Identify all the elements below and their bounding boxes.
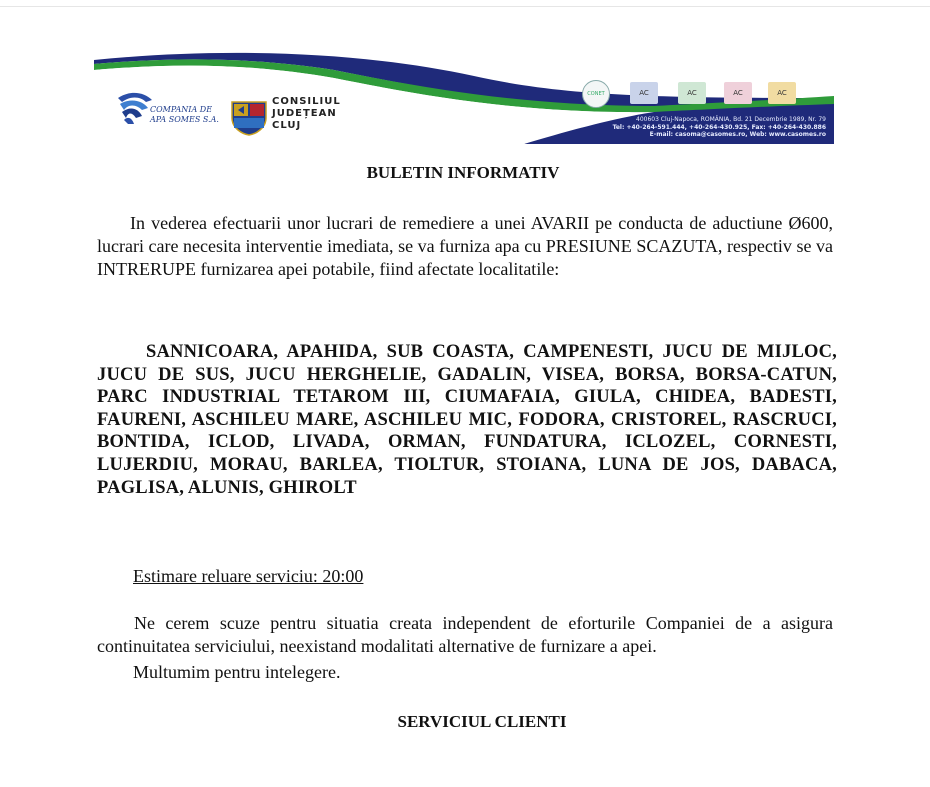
- document-title: BULETIN INFORMATIV: [366, 163, 560, 182]
- council-name-line: JUDEȚEAN: [272, 108, 337, 119]
- council-name: [272, 96, 341, 132]
- thanks-line: Multumim pentru intelegere.: [133, 662, 341, 682]
- cert-badge: AC: [678, 82, 706, 104]
- council-name-line: CLUJ: [272, 120, 302, 131]
- signature: SERVICIUL CLIENTI: [397, 712, 567, 731]
- cert-badge: AC: [630, 82, 658, 104]
- intro-paragraph: In vederea efectuarii unor lucrari de remediere a unei AVARII pe conducta de aductiune Ø600, lucrari care necesita interventie imediata, se va furniza apa cu PRESIUNE SCAZUTA, respectiv se va INTRERUPE furnizarea apei potabile, fiind afectate localitatile:: [97, 213, 833, 279]
- contact-email: E-mail: casoma@casomes.ro, Web: www.casomes.ro: [649, 131, 826, 138]
- cert-badge: CONET: [582, 80, 610, 108]
- contact-address: 400603 Cluj-Napoca, ROMÂNIA, Bd. 21 Decembrie 1989, Nr. 79: [636, 116, 826, 123]
- top-divider: [0, 6, 930, 7]
- cert-badge: AC: [724, 82, 752, 104]
- company-name: COMPANIA DE APA SOMES S.A.: [150, 105, 219, 124]
- county-crest-icon: [230, 100, 268, 136]
- contact-phone: Tel: +40-264-591.444, +40-264-430.925, Fax: +40-264-430.886: [612, 123, 826, 131]
- contact-info: [514, 116, 826, 139]
- affected-localities: SANNICOARA, APAHIDA, SUB COASTA, CAMPENESTI, JUCU DE MIJLOC, JUCU DE SUS, JUCU HERGHELIE, GADALIN, VISEA, BORSA, BORSA-CATUN, PARC INDUSTRIAL TETAROM III, CIUMAFAIA, GIULA, CHIDEA, BADESTI, FAURENI, ASCHILEU MARE, ASCHILEU MIC, FODORA, CRISTOREL, RASCRUCI, BONTIDA, ICLOD, LIVADA, ORMAN, FUNDATURA, ICLOZEL, CORNESTI, LUJERDIU, MORAU, BARLEA, TIOLTUR, STOIANA, LUNA DE JOS, DABACA, PAGLISA, ALUNIS, GHIROLT: [97, 342, 837, 498]
- cert-badge: AC: [768, 82, 796, 104]
- letterhead: [94, 48, 834, 148]
- company-logo: [116, 90, 226, 134]
- service-restore-estimate: Estimare reluare serviciu: 20:00: [133, 566, 364, 586]
- apology-paragraph: Ne cerem scuze pentru situatia creata independent de eforturile Companiei de a asigura continuitatea serviciului, neexistand modalitati alternative de furnizare a apei.: [97, 613, 833, 656]
- council-name-line: CONSILIUL: [272, 96, 341, 107]
